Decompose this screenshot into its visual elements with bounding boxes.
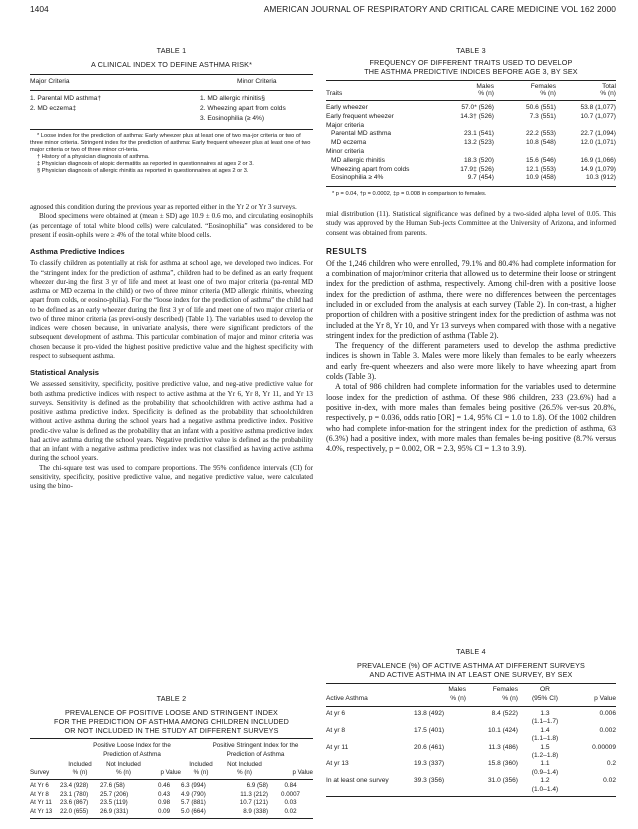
table-row	[326, 157, 616, 166]
cell: 26.9 (331)	[100, 807, 129, 815]
section-heading: Asthma Predictive Indices	[30, 247, 125, 256]
table-1-footnotes	[30, 133, 313, 175]
paragraph: agnosed this condition during the previous year as reported either in the Yr 2 or Yr 3 surveys.	[30, 203, 297, 211]
cell: 10.7 (1,077)	[580, 112, 616, 120]
trait: Eosinophilia ≥ 4%	[331, 174, 384, 182]
table-row	[326, 148, 616, 157]
table-row	[326, 139, 616, 148]
col-active-asthma: Active Asthma	[326, 694, 368, 702]
cell: 19.3 (337)	[414, 760, 445, 768]
paragraph: Of the 1,246 children who were enrolled, 79.1% and 80.4% had complete information for a combination of major/minor criteria that allowed us to determine their loose or stringent index for the prediction of asthma, respectively. Among chil-dren with a positive loose index for the prediction of asthma, there were no differences between the percentages included in or excluded from the analysis at each survey (Table 2). In con-trast, a higher proportion of children with a positive stringent index for the prediction of asthma was not included at the Yr 8, Yr 10, and Yr 13 surveys when compared with those with a negative stringent index for the prediction of asthma (Table 2).	[326, 258, 616, 340]
table-rule	[326, 100, 616, 101]
cell: (1.0–1.4)	[531, 785, 559, 793]
cell: 5.0 (664)	[181, 807, 206, 815]
col-unit: % (n)	[237, 769, 252, 776]
table-row	[326, 786, 616, 794]
footnote: * Loose index for the prediction of asthma: Early wheezer plus at least one of two ma-jor criteria or two of three minor criteria. Stringent index for the prediction of asthma: Early frequent wheezer plus at least one of two major criteria or two of three minor cri-teria.	[30, 133, 311, 153]
cell: 12.0 (1,071)	[580, 139, 616, 147]
table-1-minor-3: 3. Eosinophilia (≥ 4%)	[200, 115, 265, 122]
cell: 0.006	[599, 710, 616, 717]
cell: At yr 6	[326, 710, 346, 717]
col-survey: Survey	[30, 769, 50, 776]
cell: At yr 8	[326, 726, 346, 734]
table-3	[326, 46, 616, 198]
cell: 4.9 (790)	[181, 790, 206, 798]
table-row	[326, 174, 616, 183]
cell: 7.3 (551)	[529, 112, 556, 120]
page-number: 1404	[30, 4, 49, 14]
col-males: Males	[448, 686, 466, 693]
cell: (1.2–1.8)	[531, 752, 559, 760]
col-total: Total	[602, 83, 616, 90]
cell: 18.3 (520)	[463, 156, 494, 164]
col-unit: % (n)	[540, 90, 556, 97]
trait: MD allergic rhinitis	[331, 156, 385, 164]
table-header-row	[326, 90, 616, 97]
cell: 0.2	[606, 760, 616, 768]
cell: 6.9 (58)	[246, 782, 268, 789]
col-or: OR	[540, 686, 550, 693]
col-traits: Traits	[326, 90, 343, 97]
table-3-title-line1: FREQUENCY OF DIFFERENT TRAITS USED TO DEVELOP	[369, 58, 573, 67]
table-header-row	[326, 695, 616, 704]
table-row	[326, 130, 616, 139]
table-4-title-line1: PREVALENCE (%) OF ACTIVE ASTHMA AT DIFFERENT SURVEYS	[357, 661, 585, 670]
cell: 23.6 (867)	[60, 799, 89, 807]
cell: 16.9 (1,066)	[580, 156, 616, 164]
cell: 50.6 (551)	[525, 104, 556, 111]
cell: 0.84	[284, 782, 297, 789]
cell: 0.002	[599, 726, 616, 734]
cell: At Yr 6	[30, 782, 49, 789]
table-rule	[326, 706, 616, 707]
table-row	[30, 799, 313, 808]
table-2-label: TABLE 2	[156, 694, 187, 703]
col-included: Included	[189, 761, 213, 768]
cell: 0.03	[284, 799, 297, 807]
cell: At Yr 13	[30, 807, 53, 815]
cell: 22.7 (1,094)	[580, 130, 616, 138]
right-column-text	[326, 210, 616, 454]
table-1-label: TABLE 1	[156, 46, 187, 55]
cell: 0.43	[157, 790, 171, 798]
cell: 6.3 (994)	[181, 782, 206, 789]
cell: 11.3 (212)	[240, 790, 268, 798]
table-row	[30, 808, 313, 817]
col-unit: % (n)	[72, 769, 88, 776]
cell: 15.6 (546)	[525, 156, 556, 164]
trait: Wheezing apart from colds	[331, 165, 410, 173]
group-stringent	[198, 742, 313, 759]
cell: 13.8 (492)	[414, 710, 445, 717]
cell: 0.98	[157, 799, 171, 807]
table-row	[326, 769, 616, 777]
cell: 57.0* (526)	[461, 104, 494, 111]
cell: 15.8 (360)	[487, 760, 518, 768]
cell: 39.3 (356)	[414, 777, 445, 785]
table-2-grid	[30, 761, 313, 777]
table-row	[326, 735, 616, 743]
table-row	[326, 122, 616, 131]
col-pvalue: p Value	[160, 769, 181, 776]
cell: 23.1 (541)	[463, 130, 494, 138]
table-2-title-line3: OR NOT INCLUDED IN THE STUDY AT DIFFERENT SURVEYS	[64, 726, 279, 735]
cell: 1.1	[540, 760, 550, 768]
table-1-title: A CLINICAL INDEX TO DEFINE ASTHMA RISK*	[90, 60, 253, 69]
cell: 14.3† (526)	[460, 112, 494, 120]
paragraph: mial distribution (11). Statistical significance was defined by a two-sided alpha level of 0.05. This study was approved by the Human Sub-jects Committee at the University of Arizona, and informed consent was obtained from parents.	[326, 210, 616, 237]
paragraph: A total of 986 children had complete information for the variables used to determine loose index for the prediction of asthma. Of these 986 children, 233 (23.6%) had a positive in-dex, with more males than females being positive (26.5% ver-sus 20.8%, respectively, p = 0.036, odds ratio [OR] = 1.4, 95% CI = 1.0 to 1.8). Of the 1002 children who had complete infor-mation for the stringent index for the prediction of asthma, 63 (6.3%) had a positive index, with more males than females be-ing positive (8.7% versus 4.0%, respectively, p = 0.002, OR = 2.3, 95% CI = 1.3 to 3.9).	[326, 382, 616, 454]
cell: 1.3	[540, 710, 550, 717]
table-2-title-line1: PREVALENCE OF POSITIVE LOOSE AND STRINGENT INDEX	[64, 708, 279, 717]
cell: 22.2 (553)	[525, 130, 556, 138]
cell: 23.5 (119)	[100, 799, 128, 807]
table-row	[326, 104, 616, 113]
table-row	[326, 710, 616, 718]
trait: MD eczema	[331, 139, 367, 147]
cell: 0.02	[284, 807, 297, 815]
table-2-title-line2: FOR THE PREDICTION OF ASTHMA AMONG CHILDREN INCLUDED	[54, 717, 289, 726]
cell: 13.2 (523)	[463, 139, 494, 147]
paragraph: We assessed sensitivity, specificity, positive predictive value, and neg-ative predictive value for both asthma predictive indices with respect to active asthma at the Yr 6, Yr 8, Yr 11, and Yr 13 surveys. Sensitivity is defined as the probability that schoolchildren with active asthma had a positive asthma predictive index. Specificity is defined as the probability that schoolchildren without active asthma during the school years had a negative asthma predictive index. Positive predic-tive value is defined as the probability that an infant with a positive asthma predictive index had active asthma during the school years. Negative predictive value is defined as the probability that an infant with a negative asthma predictive index was not classified as having active asthma during the school years.	[30, 380, 313, 463]
table-row	[326, 752, 616, 760]
footnote: † History of a physician diagnosis of asthma.	[37, 154, 150, 160]
trait: Early frequent wheezer	[326, 112, 394, 120]
table-4-body	[326, 710, 616, 794]
trait: Parental MD asthma	[331, 130, 392, 138]
table-4	[326, 647, 616, 797]
group-loose-line2: Prediction of Asthma	[103, 750, 161, 758]
table-1-body	[30, 91, 313, 129]
table-row	[326, 777, 616, 785]
cell: At Yr 8	[30, 790, 49, 798]
cell: 25.7 (206)	[100, 790, 129, 798]
cell: 1.4	[540, 726, 550, 734]
col-unit: % (n)	[116, 769, 131, 776]
col-unit: % (n)	[450, 694, 466, 702]
table-1-col-major: Major Criteria	[30, 78, 70, 85]
trait-group: Minor criteria	[326, 147, 365, 155]
table-rule	[30, 779, 313, 780]
col-pvalue: p Value	[292, 769, 313, 776]
cell: 0.0007	[281, 790, 300, 798]
col-unit: % (n)	[193, 769, 209, 776]
table-rule	[326, 80, 616, 81]
paragraph: To classify children as potentially at risk for asthma at school age, we developed two indices. For the “stringent index for the prediction of asthma”, children had to be defined as an early frequent wheezer dur-ing the first 3 yr of life and meet at least one of two major criteria (pa-rental MD asthma or MD eczema in the child) or two of three minor criteria (MD allergic rhinitis, wheezing apart from colds, or eosino-philia). For the “loose index for the prediction of asthma” the child had to be defined as an early wheezer during the first 3 yr of life and meet one of two major criteria or two of three minor criteria (as previ-ously described) (Table 1). The variables used to develop the indices were chosen because, in univariate analysis, there were significant predictors of the subsequent development of asthma. This particular combination of major and minor criteria was chosen because it pro-vided the highest positive predictive value and the highest specificity with respect to subsequent asthma.	[30, 259, 313, 360]
table-rule	[30, 818, 313, 819]
table-3-label: TABLE 3	[456, 46, 486, 55]
table-header-row	[326, 83, 616, 90]
journal-title: AMERICAN JOURNAL OF RESPIRATORY AND CRITICAL CARE MEDICINE VOL 162 2000	[263, 4, 616, 14]
trait-group: Major criteria	[326, 121, 365, 129]
cell: 17.5 (401)	[414, 726, 445, 734]
table-4-title-line2: AND ACTIVE ASTHMA IN AT LEAST ONE SURVEY, BY SEX	[369, 670, 573, 679]
col-females: Females	[492, 686, 518, 693]
cell: 10.7 (121)	[239, 799, 268, 807]
cell: 17.9‡ (526)	[460, 165, 494, 173]
table-row	[326, 760, 616, 768]
table-row	[326, 744, 616, 752]
cell: 0.46	[157, 782, 171, 789]
cell: 23.1 (780)	[60, 790, 89, 798]
cell: 23.4 (928)	[60, 782, 89, 789]
cell: 20.6 (461)	[414, 743, 445, 751]
table-4-header	[326, 686, 616, 703]
group-stringent-line1: Positive Stringent Index for the	[212, 742, 299, 749]
col-unit: % (n)	[600, 90, 616, 97]
cell: 10.8 (548)	[525, 139, 556, 147]
col-unit: % (n)	[478, 90, 494, 97]
table-3-title-line2: THE ASTHMA PREDICTIVE INDICES BEFORE AGE 3, BY SEX	[364, 67, 578, 76]
cell: 14.9 (1,079)	[580, 165, 616, 173]
cell: At yr 11	[326, 743, 349, 751]
cell: 1.5	[540, 743, 550, 751]
cell: 0.02	[603, 777, 616, 785]
table-row	[326, 727, 616, 735]
col-females: Females	[530, 83, 556, 90]
cell: 31.0 (356)	[487, 777, 518, 785]
cell: (1.1–1.8)	[531, 735, 559, 743]
cell: 10.9 (458)	[525, 174, 556, 182]
left-column-text	[30, 203, 313, 491]
footnote: ‡ Physician diagnosis of atopic dermatitis as reported in questionnaires at ages 2 or 3.	[37, 161, 254, 167]
table-1-minor-1: 1. MD allergic rhinitis§	[200, 95, 265, 102]
table-row	[30, 791, 313, 800]
paragraph: The frequency of the different parameters used to develop the asthma predictive indices is shown in Table 3. Males were more likely than females to be early wheezers and early fre-quent wheezers and also were more likely to have wheezing apart from colds (Table 3).	[326, 341, 616, 382]
table-rule	[30, 129, 313, 130]
table-2-group-headers	[30, 739, 313, 761]
table-1-minor-2: 2. Wheezing apart from colds	[200, 105, 286, 112]
cell: 0.00009	[592, 743, 616, 751]
paragraph: The chi-square test was used to compare proportions. The 95% confidence intervals (CI) for sensitivity, specificity, positive predictive value, and negative predictive value, were calculated using the bino-	[30, 463, 313, 490]
col-not-included: Not Included	[227, 761, 262, 768]
group-loose	[70, 742, 194, 759]
table-row	[30, 782, 313, 791]
table-1	[30, 46, 313, 175]
group-loose-line1: Positive Loose Index for the	[93, 742, 171, 749]
table-2-body	[30, 782, 313, 816]
table-row	[326, 718, 616, 726]
table-row	[326, 113, 616, 122]
cell: 27.6 (58)	[100, 782, 125, 789]
col-pvalue: p Value	[594, 694, 616, 702]
footnote: § Physician diagnosis of allergic rhinitis as reported in questionnaires at ages 2 or 3.	[37, 168, 249, 174]
table-1-header	[30, 75, 313, 87]
cell: 1.2	[540, 777, 550, 785]
section-heading: RESULTS	[326, 246, 368, 256]
cell: (1.1–1.7)	[531, 718, 559, 726]
cell: 0.09	[157, 807, 171, 815]
cell: In at least one survey	[326, 777, 389, 785]
cell: 10.1 (424)	[487, 726, 518, 734]
cell: 8.9 (338)	[243, 807, 268, 815]
table-rule	[326, 186, 616, 187]
col-not-included: Not Included	[106, 761, 141, 768]
col-unit: % (n)	[502, 694, 518, 702]
cell: 53.8 (1,077)	[580, 104, 616, 111]
table-header-row	[30, 769, 313, 777]
cell: 11.3 (486)	[488, 743, 518, 751]
paragraph: Blood specimens were obtained at (mean ± SD) age 10.9 ± 0.6 mo, and circulating eosinophils (as percentage of total white blood cells) were calculated. “Eosinophilia” was considered to be present if eosin-ophils were ≥ 4% of the total white blood cells.	[30, 212, 313, 239]
cell: 22.0 (655)	[60, 807, 89, 815]
cell: 8.4 (522)	[491, 710, 518, 717]
cell: 10.3 (912)	[585, 174, 616, 182]
table-1-major-2: 2. MD eczema‡	[30, 105, 77, 112]
col-males: Males	[476, 83, 494, 90]
table-rule	[326, 683, 616, 684]
table-2	[30, 694, 313, 819]
table-header-row	[30, 761, 313, 769]
table-header-row	[326, 686, 616, 695]
section-heading: Statistical Analysis	[30, 368, 99, 377]
cell: 5.7 (881)	[181, 799, 206, 807]
cell: 9.7 (454)	[467, 174, 494, 182]
cell: At yr 13	[326, 760, 349, 768]
table-3-footnote: * p = 0.04, †p = 0.0002, ‡p = 0.008 in comparison to females.	[332, 191, 487, 198]
col-included: Included	[68, 761, 92, 768]
table-3-body	[326, 104, 616, 183]
running-header	[30, 4, 616, 18]
cell: At Yr 11	[30, 799, 52, 807]
table-3-grid	[326, 83, 616, 97]
col-ci: (95% CI)	[531, 694, 558, 702]
table-1-major-1: 1. Parental MD asthma†	[30, 95, 102, 102]
trait: Early wheezer	[326, 104, 368, 111]
cell: 12.1 (553)	[525, 165, 556, 173]
cell: (0.9–1.4)	[531, 768, 559, 776]
table-row	[326, 166, 616, 175]
table-4-label: TABLE 4	[456, 647, 486, 656]
group-stringent-line2: Prediction of Asthma	[226, 750, 285, 758]
table-1-col-minor: Minor Criteria	[237, 78, 277, 85]
table-rule	[326, 796, 616, 797]
